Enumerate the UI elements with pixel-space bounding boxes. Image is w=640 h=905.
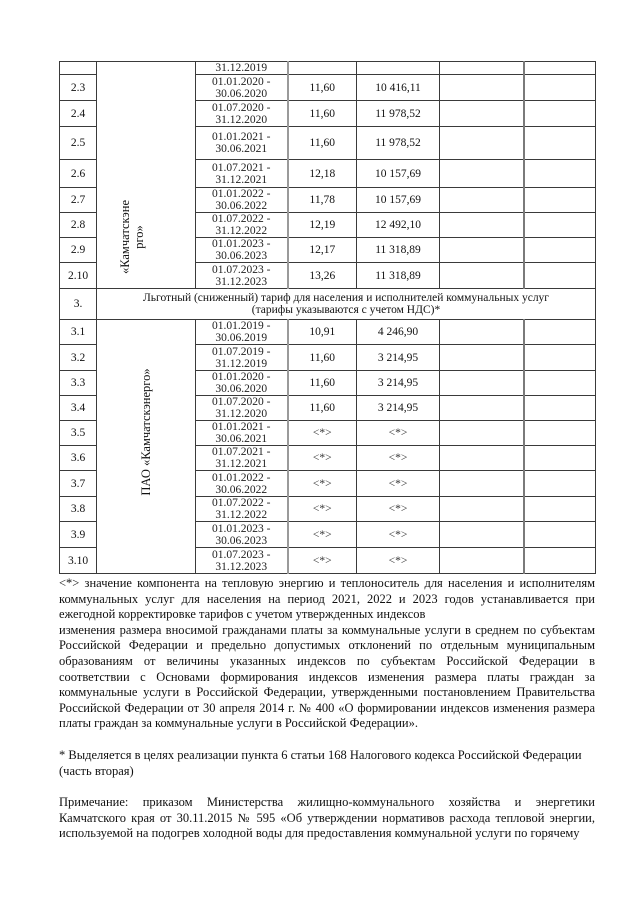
period-cell (196, 188, 288, 213)
organization-name-line: рго» (132, 225, 146, 249)
period-cell (196, 320, 288, 345)
date-to: 30.06.2020 (215, 87, 268, 100)
tariff-cell: <*> (357, 421, 440, 446)
empty-cell (524, 396, 596, 421)
period-cell (196, 263, 288, 289)
empty-cell (440, 213, 524, 238)
date-to: 30.06.2022 (215, 483, 268, 496)
table-row (60, 62, 596, 75)
organization-name: ПАО «Камчатскэнерго» (139, 367, 153, 496)
date-to: 31.12.2022 (215, 509, 268, 521)
row-number: 3.4 (60, 396, 97, 421)
remark (59, 795, 595, 842)
period-cell (196, 548, 288, 574)
empty-cell (524, 371, 596, 396)
row-number: 3.5 (60, 421, 97, 446)
empty-cell (440, 371, 524, 396)
date-from: 01.07.2019 - (212, 345, 271, 358)
row-number: 3.6 (60, 446, 97, 471)
row-number: 2.10 (60, 263, 97, 289)
tariff-cell: 11 978,52 (357, 101, 440, 127)
empty-cell (440, 471, 524, 497)
empty-cell (440, 421, 524, 446)
row-number: 2.3 (60, 75, 97, 101)
cost-cell: 11,60 (288, 371, 357, 396)
period-cell (196, 471, 288, 497)
section-number: 3. (60, 289, 97, 320)
empty-cell (524, 522, 596, 548)
tariff-cell: 4 246,90 (357, 320, 440, 345)
date-from: 01.01.2021 - (212, 421, 271, 433)
footnote-asterisk (59, 748, 595, 779)
cost-cell: <*> (288, 497, 357, 522)
tariff-cell: <*> (357, 548, 440, 574)
cost-cell: 10,91 (288, 320, 357, 345)
date-to: 31.12.2019 (215, 357, 268, 370)
date-from: 01.01.2020 - (212, 75, 271, 88)
period-cell (196, 522, 288, 548)
organization-cell (97, 62, 196, 289)
row-number: 3.9 (60, 522, 97, 548)
date-to: 31.12.2020 (215, 113, 268, 126)
date-to: 31.12.2023 (215, 275, 268, 288)
row-number: 3.1 (60, 320, 97, 345)
empty-cell (524, 160, 596, 188)
tariff-cell: 3 214,95 (357, 371, 440, 396)
row-number (60, 62, 97, 75)
cost-cell: 11,60 (288, 127, 357, 160)
cost-cell: 12,18 (288, 160, 357, 188)
date-to: 30.06.2021 (215, 433, 268, 445)
cost-cell: <*> (288, 548, 357, 574)
date-from: 01.07.2021 - (212, 446, 271, 458)
cost-cell: 11,78 (288, 188, 357, 213)
empty-cell (524, 446, 596, 471)
empty-cell (524, 238, 596, 263)
row-number: 3.2 (60, 345, 97, 371)
tariff-cell: 12 492,10 (357, 213, 440, 238)
cost-cell: <*> (288, 421, 357, 446)
period-cell (196, 345, 288, 371)
cost-cell: <*> (288, 471, 357, 497)
date-from: 01.07.2023 - (212, 548, 271, 561)
row-number: 2.7 (60, 188, 97, 213)
cost-cell: 11,60 (288, 75, 357, 101)
row-number: 2.6 (60, 160, 97, 188)
date-to: 30.06.2022 (215, 200, 268, 212)
date-to: 31.12.2021 (215, 173, 268, 186)
date-to: 31.12.2021 (215, 458, 268, 470)
tariff-cell: 10 416,11 (357, 75, 440, 101)
tariff-cell: <*> (357, 446, 440, 471)
cost-cell: 13,26 (288, 263, 357, 289)
empty-cell (524, 127, 596, 160)
date-from: 01.07.2022 - (212, 497, 271, 509)
empty-cell (440, 238, 524, 263)
tariff-cell: 11 978,52 (357, 127, 440, 160)
date-to: 30.06.2021 (215, 143, 268, 155)
period-cell (196, 75, 288, 101)
date-to: 31.12.2020 (215, 408, 268, 420)
date-from: 01.01.2020 - (212, 371, 271, 383)
date-to: 30.06.2023 (215, 534, 268, 547)
tariff-cell: 3 214,95 (357, 345, 440, 371)
date-from: 01.07.2022 - (212, 213, 271, 225)
date-from: 01.01.2022 - (212, 471, 271, 484)
empty-cell (440, 320, 524, 345)
tariff-cell: 11 318,89 (357, 238, 440, 263)
tariff-cell: 10 157,69 (357, 160, 440, 188)
empty-cell (524, 188, 596, 213)
cost-cell: 12,17 (288, 238, 357, 263)
date-from: 01.07.2020 - (212, 101, 271, 114)
remark-text: Примечание: приказом Министерства жилищно-коммунального хозяйства и энергетики Камчатского края от 30.11.2015 № 595 «Об утверждении нормативов расхода тепловой энергии, используемой на подогрев холодной воды для предоставления коммунальной услуги по горячему (59, 795, 595, 841)
empty-cell (440, 497, 524, 522)
empty-cell (524, 75, 596, 101)
tariff-cell: 11 318,89 (357, 263, 440, 289)
period-cell (196, 371, 288, 396)
tariff-cell (357, 62, 440, 75)
date-from: 01.07.2020 - (212, 396, 271, 408)
cost-cell (288, 62, 357, 75)
empty-cell (440, 101, 524, 127)
date-from: 01.07.2021 - (212, 161, 271, 174)
empty-cell (524, 320, 596, 345)
row-number: 3.8 (60, 497, 97, 522)
period-cell (196, 127, 288, 160)
period-cell (196, 396, 288, 421)
period-cell (196, 446, 288, 471)
table-row (60, 320, 596, 345)
row-number: 3.3 (60, 371, 97, 396)
period-cell (196, 238, 288, 263)
empty-cell (440, 345, 524, 371)
row-number: 2.5 (60, 127, 97, 160)
empty-cell (524, 263, 596, 289)
empty-cell (440, 127, 524, 160)
period-cell (196, 497, 288, 522)
date-from: 01.07.2023 - (212, 263, 271, 276)
section-header-row (60, 289, 596, 320)
empty-cell (524, 497, 596, 522)
empty-cell (524, 213, 596, 238)
footnote-asterisk-text: * Выделяется в целях реализации пункта 6 статьи 168 Налогового кодекса Российской Федерации (часть вторая) (59, 748, 582, 778)
cost-cell: <*> (288, 522, 357, 548)
row-number: 2.9 (60, 238, 97, 263)
period-cell: 31.12.2019 (196, 62, 288, 75)
date-to: 30.06.2019 (215, 332, 268, 344)
tariff-cell: <*> (357, 522, 440, 548)
organization-name-line: «Камчатскэне (118, 199, 132, 275)
tariff-cell: 10 157,69 (357, 188, 440, 213)
empty-cell (524, 101, 596, 127)
organization-name (118, 200, 146, 274)
period-cell (196, 160, 288, 188)
empty-cell (440, 446, 524, 471)
tariff-cell: <*> (357, 471, 440, 497)
date-from: 01.01.2023 - (212, 522, 271, 535)
row-number: 3.7 (60, 471, 97, 497)
section-title (97, 289, 596, 320)
empty-cell (524, 548, 596, 574)
empty-cell (524, 421, 596, 446)
row-number: 3.10 (60, 548, 97, 574)
date-to: 30.06.2023 (215, 250, 268, 262)
empty-cell (440, 522, 524, 548)
cost-cell: <*> (288, 446, 357, 471)
date-from: 01.01.2021 - (212, 131, 271, 143)
empty-cell (440, 75, 524, 101)
cost-cell: 11,60 (288, 396, 357, 421)
row-number: 2.8 (60, 213, 97, 238)
date-from: 01.01.2023 - (212, 238, 271, 250)
date-from: 01.01.2019 - (212, 320, 271, 332)
empty-cell (524, 345, 596, 371)
section-title-line: (тарифы указываются с учетом НДС)* (251, 304, 441, 316)
row-number: 2.4 (60, 101, 97, 127)
empty-cell (440, 188, 524, 213)
period-cell (196, 421, 288, 446)
period-cell (196, 213, 288, 238)
empty-cell (440, 548, 524, 574)
section-title-line: Льготный (сниженный) тариф для населения и исполнителей коммунальных услуг (142, 292, 550, 304)
footnote-text: <*> значение компонента на тепловую энергию и теплоноситель для населения и исполнителям коммунальных услуг для населения на период 2021, 2022 и 2023 годов устанавливается при ежегодной корректировке тарифов с учетом утвержденных индексов (59, 576, 595, 622)
date-to: 31.12.2023 (215, 560, 268, 573)
empty-cell (440, 396, 524, 421)
period-cell (196, 101, 288, 127)
empty-cell (440, 263, 524, 289)
date-to: 31.12.2022 (215, 225, 268, 237)
empty-cell (524, 62, 596, 75)
tariff-cell: 3 214,95 (357, 396, 440, 421)
organization-cell (97, 320, 196, 574)
tariff-table (59, 61, 596, 574)
cost-cell: 12,19 (288, 213, 357, 238)
empty-cell (440, 62, 524, 75)
footnote-continuation: изменения размера вносимой гражданами платы за коммунальные услуги в среднем по субъектам Российской Федерации и предельно допустимых отклонений по отдельным муниципальным образованиям от величины указанных индексов по субъектам Российской Федерации в соответствии с Основами формирования индексов изменения размера платы граждан за коммунальные услуги в Российской Федерации, утвержденными постановлением Правительства Российской Федерации от 30 апреля 2014 г. № 400 «О формировании индексов изменения размера платы граждан за коммунальные услуги в Российской Федерации». (59, 622, 595, 731)
date-from: 01.01.2022 - (212, 188, 271, 200)
date-to: 30.06.2020 (215, 383, 268, 395)
cost-cell: 11,60 (288, 101, 357, 127)
empty-cell (524, 471, 596, 497)
tariff-cell: <*> (357, 497, 440, 522)
cost-cell: 11,60 (288, 345, 357, 371)
empty-cell (440, 160, 524, 188)
footnote-star-brackets (59, 576, 595, 732)
